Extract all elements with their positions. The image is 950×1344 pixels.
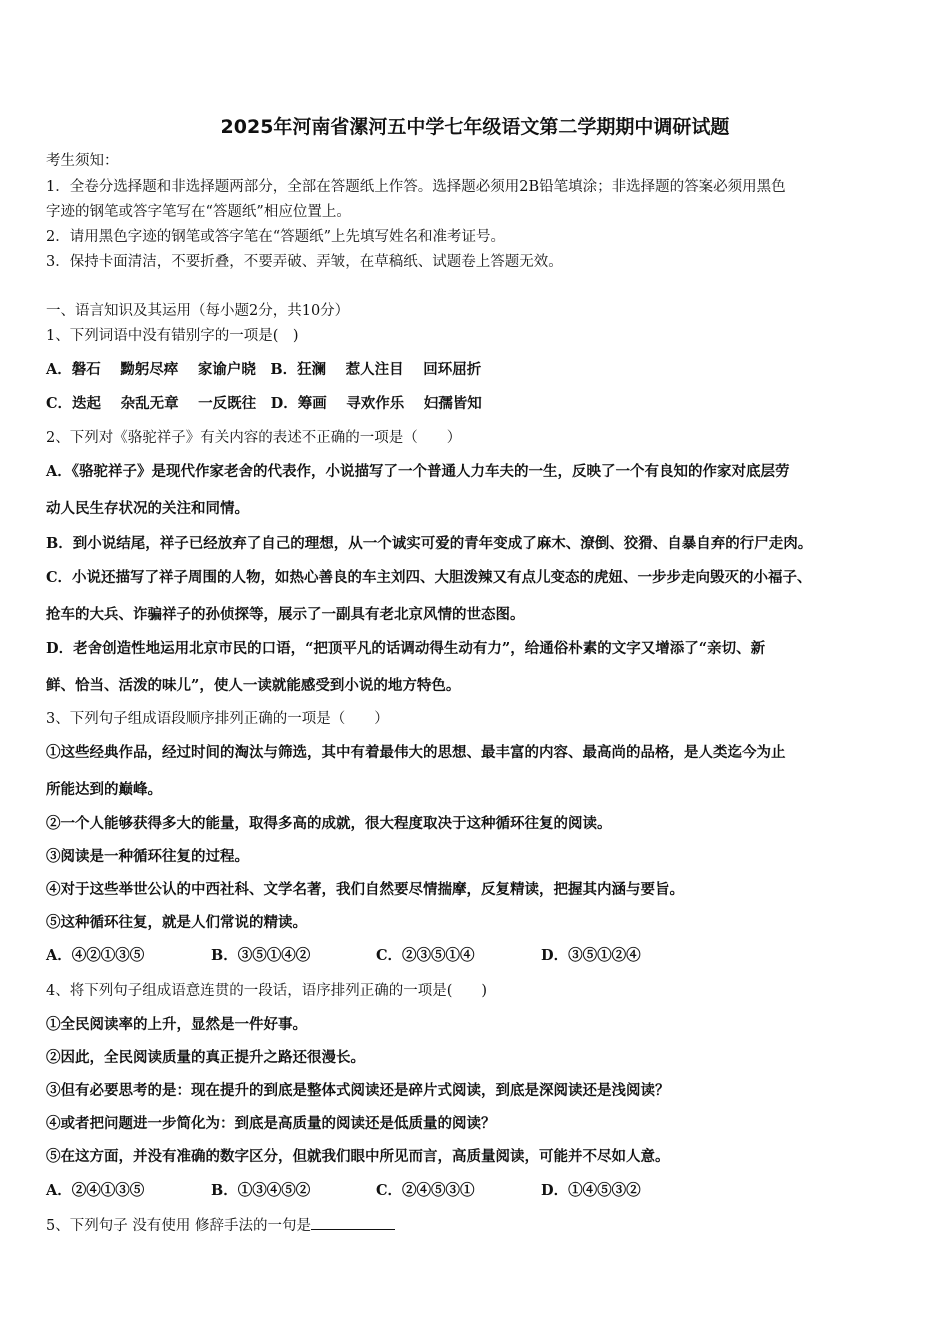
option-text: 抢车的大兵、诈骗祥子的孙侦探等，展示了一副具有老北京风情的世态图。 (46, 606, 525, 623)
option-text: 动人民生存状况的关注和同情。 (46, 500, 249, 517)
sentence-item: ①这些经典作品，经过时间的淘汰与筛选，其中有着最伟大的思想、最丰富的内容、最高尚的品格，是人类迄今为止 (46, 744, 786, 761)
sentence-item: ②因此，全民阅读质量的真正提升之路还很漫长。 (46, 1049, 365, 1066)
answer-options: A．磐石 黝躬尽瘁 家谕户晓 B．狂澜 惹人注目 回环屈折 (46, 361, 482, 378)
sentence-item: ④对于这些举世公认的中西社科、文学名著，我们自然要尽情揣摩，反复精读，把握其内涵与要旨。 (46, 881, 684, 898)
option-c: C．②③⑤①④ (376, 947, 475, 964)
page-title: 2025年河南省漯河五中学七年级语文第二学期期中调研试题 (220, 116, 730, 138)
sentence-item: 所能达到的巅峰。 (46, 781, 162, 798)
question-stem: 2、下列对《骆驼祥子》有关内容的表述不正确的一项是（ ） (46, 430, 462, 446)
option-text: B．到小说结尾，祥子已经放弃了自己的理想，从一个诚实可爱的青年变成了麻木、潦倒、狡猾、自暴自弃的行尸走肉。 (46, 535, 813, 552)
option-text: D．老舍创造性地运用北京市民的口语，“把顶平凡的话调动得生动有力”，给通俗朴素的文字又增添了“亲切、新 (46, 640, 766, 657)
question-stem (46, 1215, 395, 1235)
answer-blank[interactable] (311, 1215, 395, 1230)
notice-item: 3．保持卡面清洁，不要折叠，不要弄破、弄皱，在草稿纸、试题卷上答题无效。 (46, 254, 563, 270)
sentence-item: ①全民阅读率的上升，显然是一件好事。 (46, 1016, 307, 1033)
section-heading: 一、语言知识及其运用（每小题2分，共10分） (46, 303, 350, 319)
option-c: C．②④⑤③① (376, 1182, 475, 1199)
sentence-item: ⑤这种循环往复，就是人们常说的精读。 (46, 914, 307, 931)
option-text: 鲜、恰当、活泼的味儿”，使人一读就能感受到小说的地方特色。 (46, 677, 461, 694)
sentence-item: ③阅读是一种循环往复的过程。 (46, 848, 249, 865)
notice-heading: 考生须知： (46, 153, 119, 169)
question-stem: 4、将下列句子组成语意连贯的一段话，语序排列正确的一项是( ) (46, 983, 488, 999)
option-d: D．①④⑤③② (541, 1182, 641, 1199)
notice-item: 1．全卷分选择题和非选择题两部分，全部在答题纸上作答。选择题必须用2B铅笔填涂；非选择题的答案必须用黑色 (46, 179, 786, 195)
sentence-item: ②一个人能够获得多大的能量，取得多高的成就，很大程度取决于这种循环往复的阅读。 (46, 815, 612, 832)
answer-options: C．迭起 杂乱无章 一反既往 D．筹画 寻欢作乐 妇孺皆知 (46, 395, 482, 412)
notice-item: 字迹的钢笔或答字笔写在“答题纸”相应位置上。 (46, 204, 351, 220)
notice-item: 2．请用黑色字迹的钢笔或答字笔在“答题纸”上先填写姓名和准考证号。 (46, 229, 506, 245)
option-text: C．小说还描写了祥子周围的人物，如热心善良的车主刘四、大胆泼辣又有点儿变态的虎妞、一步步走向毁灭的小福子、 (46, 569, 812, 586)
option-d: D．③⑤①②④ (541, 947, 641, 964)
sentence-item: ④或者把问题进一步简化为：到底是高质量的阅读还是低质量的阅读？ (46, 1115, 496, 1132)
question-stem: 1、下列词语中没有错别字的一项是( ) (46, 328, 299, 344)
option-b: B．①③④⑤② (211, 1182, 311, 1199)
option-a: A．④②①③⑤ (46, 947, 145, 964)
option-a: A．②④①③⑤ (46, 1182, 145, 1199)
option-text: A．《骆驼祥子》是现代作家老舍的代表作，小说描写了一个普通人力车夫的一生，反映了一个有良知的作家对底层劳 (46, 463, 790, 480)
sentence-item: ⑤在这方面，并没有准确的数字区分，但就我们眼中所见而言，高质量阅读，可能并不尽如人意。 (46, 1148, 670, 1165)
question-stem: 3、下列句子组成语段顺序排列正确的一项是（ ） (46, 711, 389, 727)
option-b: B．③⑤①④② (211, 947, 311, 964)
sentence-item: ③但有必要思考的是：现在提升的到底是整体式阅读还是碎片式阅读，到底是深阅读还是浅阅读？ (46, 1082, 670, 1099)
question-stem-text: 5、下列句子 没有使用 修辞手法的一句是 (46, 1218, 311, 1234)
answer-options (46, 1182, 641, 1200)
answer-options (46, 947, 641, 965)
